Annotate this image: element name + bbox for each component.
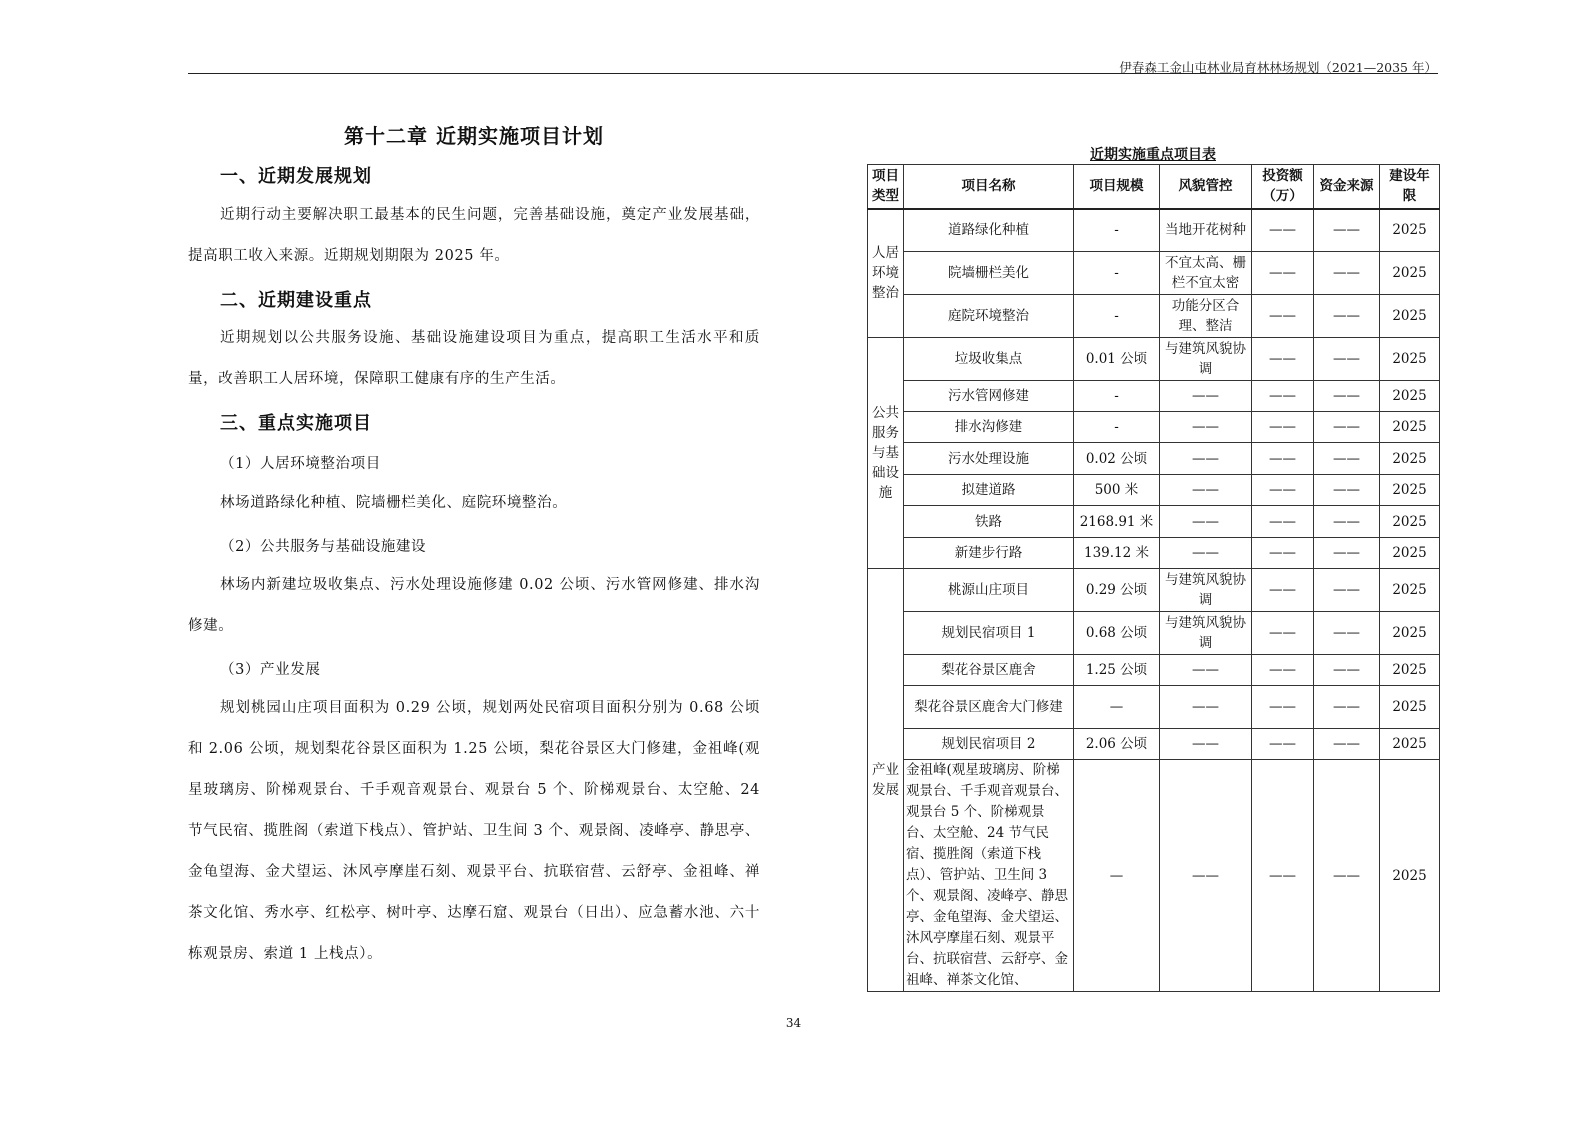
cell-invest: —— <box>1252 295 1314 338</box>
cell-invest: —— <box>1252 655 1314 686</box>
cell-control: —— <box>1160 760 1252 992</box>
cell-name: 庭院环境整治 <box>904 295 1074 338</box>
cell-scale: - <box>1074 209 1160 252</box>
cell-year: 2025 <box>1380 655 1440 686</box>
cell-control: —— <box>1160 655 1252 686</box>
header-control: 风貌管控 <box>1160 165 1252 209</box>
cell-name: 新建步行路 <box>904 538 1074 569</box>
section-1-paragraph: 近期行动主要解决职工最基本的民生问题，完善基础设施，奠定产业发展基础，提高职工收入来源。近期规划期限为 2025 年。 <box>188 207 760 264</box>
group-label-industry: 产业发展 <box>868 569 904 992</box>
cell-invest: —— <box>1252 686 1314 729</box>
cell-name: 梨花谷景区鹿舍大门修建 <box>904 686 1074 729</box>
cell-name: 拟建道路 <box>904 475 1074 506</box>
table-row <box>868 506 1440 538</box>
page-number: 34 <box>785 1016 802 1030</box>
cell-control: 当地开花树种 <box>1160 209 1252 252</box>
cell-invest: —— <box>1252 538 1314 569</box>
cell-name: 桃源山庄项目 <box>904 569 1074 612</box>
cell-fund: —— <box>1314 381 1380 412</box>
group-label-public: 公共服务与基础设施 <box>868 338 904 569</box>
cell-name: 垃圾收集点 <box>904 338 1074 381</box>
cell-fund: —— <box>1314 569 1380 612</box>
table-row <box>868 686 1440 729</box>
cell-scale: - <box>1074 381 1160 412</box>
cell-fund: —— <box>1314 506 1380 538</box>
cell-year: 2025 <box>1380 252 1440 295</box>
cell-control: 与建筑风貌协调 <box>1160 569 1252 612</box>
cell-name: 金祖峰(观星玻璃房、阶梯观景台、千手观音观景台、观景台 5 个、阶梯观景台、太空舱、24 节气民宿、揽胜阁（索道下栈点）、管护站、卫生间 3 个、观景阁、凌峰亭、静思亭、金龟望海、金犬望运、沐风亭摩崖石刻、观景平台、抗联宿营、云舒亭、金祖峰、禅茶文化馆、 <box>904 760 1074 992</box>
cell-invest: —— <box>1252 252 1314 295</box>
running-header: 伊春森工金山屯林业局育林林场规划（2021—2035 年） <box>1119 60 1437 75</box>
cell-scale: 0.01 公顷 <box>1074 338 1160 381</box>
cell-invest: —— <box>1252 412 1314 443</box>
cell-control: —— <box>1160 686 1252 729</box>
cell-control: —— <box>1160 729 1252 760</box>
cell-scale: - <box>1074 252 1160 295</box>
cell-name: 规划民宿项目 2 <box>904 729 1074 760</box>
cell-invest: —— <box>1252 506 1314 538</box>
cell-scale: 2.06 公顷 <box>1074 729 1160 760</box>
cell-scale: 500 米 <box>1074 475 1160 506</box>
cell-year: 2025 <box>1380 209 1440 252</box>
cell-scale: 0.68 公顷 <box>1074 612 1160 655</box>
cell-invest: —— <box>1252 760 1314 992</box>
cell-control: —— <box>1160 443 1252 475</box>
cell-name: 铁路 <box>904 506 1074 538</box>
chapter-title: 第十二章 近期实施项目计划 <box>344 124 604 148</box>
item-2-heading: （2）公共服务与基础设施建设 <box>220 539 427 555</box>
cell-invest: —— <box>1252 443 1314 475</box>
section-2-paragraph: 近期规划以公共服务设施、基础设施建设项目为重点，提高职工生活水平和质量，改善职工人居环境，保障职工健康有序的生产生活。 <box>188 330 760 387</box>
table-row <box>868 252 1440 295</box>
project-table <box>867 164 1440 992</box>
cell-invest: —— <box>1252 612 1314 655</box>
cell-fund: —— <box>1314 612 1380 655</box>
cell-control: —— <box>1160 475 1252 506</box>
cell-year: 2025 <box>1380 612 1440 655</box>
cell-fund: —— <box>1314 655 1380 686</box>
cell-fund: —— <box>1314 252 1380 295</box>
cell-control: 与建筑风貌协调 <box>1160 338 1252 381</box>
cell-year: 2025 <box>1380 295 1440 338</box>
item-3-heading: （3）产业发展 <box>220 662 321 678</box>
cell-fund: —— <box>1314 538 1380 569</box>
cell-name: 污水管网修建 <box>904 381 1074 412</box>
cell-name: 污水处理设施 <box>904 443 1074 475</box>
cell-scale: 1.25 公顷 <box>1074 655 1160 686</box>
table-row <box>868 475 1440 506</box>
cell-scale: 139.12 米 <box>1074 538 1160 569</box>
header-invest: 投资额（万） <box>1252 165 1314 209</box>
cell-fund: —— <box>1314 209 1380 252</box>
table-row <box>868 569 1440 612</box>
cell-fund: —— <box>1314 412 1380 443</box>
header-period: 建设年限 <box>1380 165 1440 209</box>
cell-scale: - <box>1074 295 1160 338</box>
cell-year: 2025 <box>1380 686 1440 729</box>
cell-year: 2025 <box>1380 538 1440 569</box>
header-type: 项目类型 <box>868 165 904 209</box>
table-row <box>868 612 1440 655</box>
cell-year: 2025 <box>1380 338 1440 381</box>
cell-scale: 0.29 公顷 <box>1074 569 1160 612</box>
table-title: 近期实施重点项目表 <box>1090 147 1216 163</box>
cell-name: 道路绿化种植 <box>904 209 1074 252</box>
table-row <box>868 209 1440 252</box>
cell-control: 功能分区合理、整洁 <box>1160 295 1252 338</box>
cell-fund: —— <box>1314 295 1380 338</box>
item-2-paragraph: 林场内新建垃圾收集点、污水处理设施修建 0.02 公顷、污水管网修建、排水沟修建。 <box>188 577 760 634</box>
cell-fund: —— <box>1314 443 1380 475</box>
cell-invest: —— <box>1252 475 1314 506</box>
cell-year: 2025 <box>1380 729 1440 760</box>
cell-year: 2025 <box>1380 443 1440 475</box>
cell-control: —— <box>1160 506 1252 538</box>
cell-scale: 2168.91 米 <box>1074 506 1160 538</box>
header-fund: 资金来源 <box>1314 165 1380 209</box>
section-1-heading: 一、近期发展规划 <box>220 166 372 187</box>
section-3-heading: 三、重点实施项目 <box>220 413 372 434</box>
cell-invest: —— <box>1252 209 1314 252</box>
header-scale: 项目规模 <box>1074 165 1160 209</box>
table-row <box>868 729 1440 760</box>
cell-name: 规划民宿项目 1 <box>904 612 1074 655</box>
cell-name: 排水沟修建 <box>904 412 1074 443</box>
table-row <box>868 338 1440 381</box>
cell-fund: —— <box>1314 760 1380 992</box>
table-row <box>868 655 1440 686</box>
cell-fund: —— <box>1314 338 1380 381</box>
table-row <box>868 443 1440 475</box>
cell-invest: —— <box>1252 338 1314 381</box>
cell-fund: —— <box>1314 475 1380 506</box>
cell-control: 与建筑风貌协调 <box>1160 612 1252 655</box>
cell-scale: 0.02 公顷 <box>1074 443 1160 475</box>
cell-year: 2025 <box>1380 412 1440 443</box>
cell-fund: —— <box>1314 686 1380 729</box>
table-row <box>868 760 1440 992</box>
cell-scale: — <box>1074 686 1160 729</box>
item-3-paragraph: 规划桃园山庄项目面积为 0.29 公顷，规划两处民宿项目面积分别为 0.68 公顷和 2.06 公顷，规划梨花谷景区面积为 1.25 公顷，梨花谷景区大门修建，金祖峰(观星玻璃房、阶梯观景台、千手观音观景台、观景台 5 个、阶梯观景台、太空舱、24 节气民宿、揽胜阁（索道下栈点）、管护站、卫生间 3 个、观景阁、凌峰亭、静思亭、金龟望海、金犬望运、沐风亭摩崖石刻、观景平台、抗联宿营、云舒亭、金祖峰、禅茶文化馆、秀水亭、红松亭、树叶亭、达摩石窟、观景台（日出）、应急蓄水池、六十栋观景房、索道 1 上栈点）。 <box>188 700 760 962</box>
cell-control: 不宜太高、栅栏不宜太密 <box>1160 252 1252 295</box>
cell-invest: —— <box>1252 729 1314 760</box>
item-1-heading: （1）人居环境整治项目 <box>220 456 381 472</box>
cell-year: 2025 <box>1380 381 1440 412</box>
header-name: 项目名称 <box>904 165 1074 209</box>
cell-control: —— <box>1160 412 1252 443</box>
group-label-living: 人居环境整治 <box>868 209 904 338</box>
cell-year: 2025 <box>1380 506 1440 538</box>
cell-scale: - <box>1074 412 1160 443</box>
section-2-heading: 二、近期建设重点 <box>220 290 372 311</box>
cell-year: 2025 <box>1380 760 1440 992</box>
table-row <box>868 538 1440 569</box>
cell-name: 梨花谷景区鹿舍 <box>904 655 1074 686</box>
table-row <box>868 412 1440 443</box>
cell-control: —— <box>1160 538 1252 569</box>
cell-invest: —— <box>1252 569 1314 612</box>
cell-year: 2025 <box>1380 569 1440 612</box>
cell-name: 院墙栅栏美化 <box>904 252 1074 295</box>
cell-scale: — <box>1074 760 1160 992</box>
table-row <box>868 295 1440 338</box>
cell-invest: —— <box>1252 381 1314 412</box>
table-row <box>868 381 1440 412</box>
header-rule <box>188 73 1438 74</box>
cell-fund: —— <box>1314 729 1380 760</box>
cell-year: 2025 <box>1380 475 1440 506</box>
item-1-paragraph: 林场道路绿化种植、院墙栅栏美化、庭院环境整治。 <box>220 495 568 511</box>
cell-control: —— <box>1160 381 1252 412</box>
